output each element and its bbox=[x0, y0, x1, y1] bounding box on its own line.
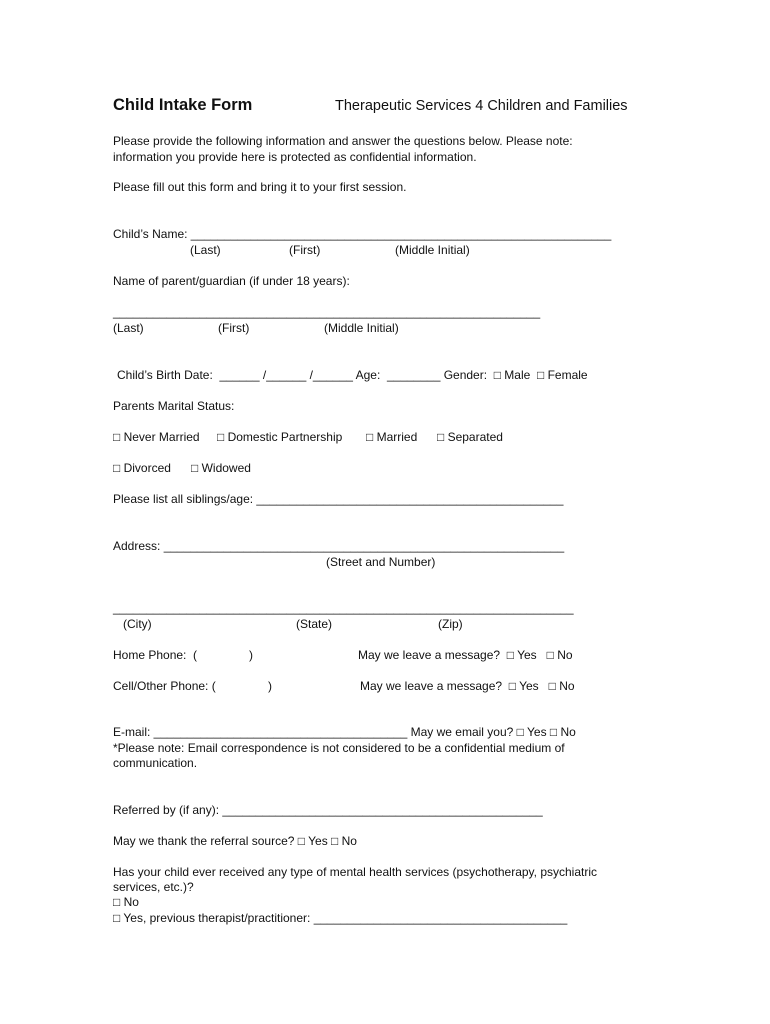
address-sub-street: (Street and Number) bbox=[326, 555, 436, 569]
organization-name: Therapeutic Services 4 Children and Families bbox=[335, 98, 628, 114]
intro-line-1: Please provide the following information and answer the questions below. Please note: bbox=[113, 134, 573, 148]
cell-phone-message-options[interactable]: May we leave a message? □ Yes □ No bbox=[360, 679, 575, 693]
parent-name-sub-middle: (Middle Initial) bbox=[324, 321, 399, 335]
parent-name-field[interactable]: ________________________________________________________________ bbox=[113, 305, 541, 319]
divorced-checkbox[interactable]: □ Divorced bbox=[113, 461, 171, 475]
referred-by-field[interactable]: Referred by (if any): ________________________________________________ bbox=[113, 803, 543, 817]
never-married-checkbox[interactable]: □ Never Married bbox=[113, 430, 200, 444]
parent-name-label: Name of parent/guardian (if under 18 years): bbox=[113, 274, 350, 288]
address-sub-state: (State) bbox=[296, 617, 333, 631]
marital-status-label: Parents Marital Status: bbox=[113, 399, 235, 413]
child-name-field[interactable]: Child’s Name: _______________________________________________________________ bbox=[113, 227, 612, 241]
child-name-sub-middle: (Middle Initial) bbox=[395, 243, 470, 257]
cell-phone-label[interactable]: Cell/Other Phone: ( bbox=[113, 679, 216, 693]
parent-name-sub-first: (First) bbox=[218, 321, 250, 335]
home-phone-message-options[interactable]: May we leave a message? □ Yes □ No bbox=[358, 648, 573, 662]
child-name-sub-last: (Last) bbox=[190, 243, 221, 257]
home-phone-close: ) bbox=[249, 648, 253, 662]
form-title: Child Intake Form bbox=[113, 96, 253, 114]
address-sub-zip: (Zip) bbox=[438, 617, 463, 631]
email-note-line-2: communication. bbox=[113, 756, 198, 770]
intro-line-2: information you provide here is protected as confidential information. bbox=[113, 150, 477, 164]
address-line-2-field[interactable]: _____________________________________________________________________ bbox=[113, 601, 574, 615]
cell-phone-close: ) bbox=[268, 679, 272, 693]
instruction-text: Please fill out this form and bring it to your first session. bbox=[113, 180, 407, 194]
married-checkbox[interactable]: □ Married bbox=[366, 430, 418, 444]
domestic-partnership-checkbox[interactable]: □ Domestic Partnership bbox=[217, 430, 343, 444]
mental-health-no-checkbox[interactable]: □ No bbox=[113, 895, 139, 909]
home-phone-label[interactable]: Home Phone: ( bbox=[113, 648, 198, 662]
mental-health-yes-field[interactable]: □ Yes, previous therapist/practitioner: ______________________________________ bbox=[113, 911, 568, 925]
widowed-checkbox[interactable]: □ Widowed bbox=[191, 461, 251, 475]
mental-health-question-line-2: services, etc.)? bbox=[113, 880, 194, 894]
email-row[interactable]: E-mail: ______________________________________ May we email you? □ Yes □ No bbox=[113, 725, 576, 739]
separated-checkbox[interactable]: □ Separated bbox=[437, 430, 503, 444]
child-name-sub-first: (First) bbox=[289, 243, 321, 257]
parent-name-sub-last: (Last) bbox=[113, 321, 144, 335]
address-field[interactable]: Address: ____________________________________________________________ bbox=[113, 539, 565, 553]
address-sub-city: (City) bbox=[123, 617, 152, 631]
mental-health-question-line-1: Has your child ever received any type of mental health services (psychotherapy, psychiatric bbox=[113, 865, 598, 879]
thank-referral-options[interactable]: May we thank the referral source? □ Yes □ No bbox=[113, 834, 357, 848]
siblings-field[interactable]: Please list all siblings/age: ______________________________________________ bbox=[113, 492, 564, 506]
birth-age-gender-row[interactable]: Child’s Birth Date: ______ /______ /______ Age: ________ Gender: □ Male □ Female bbox=[117, 368, 588, 382]
email-note-line-1: *Please note: Email correspondence is not considered to be a confidential medium of bbox=[113, 741, 565, 755]
